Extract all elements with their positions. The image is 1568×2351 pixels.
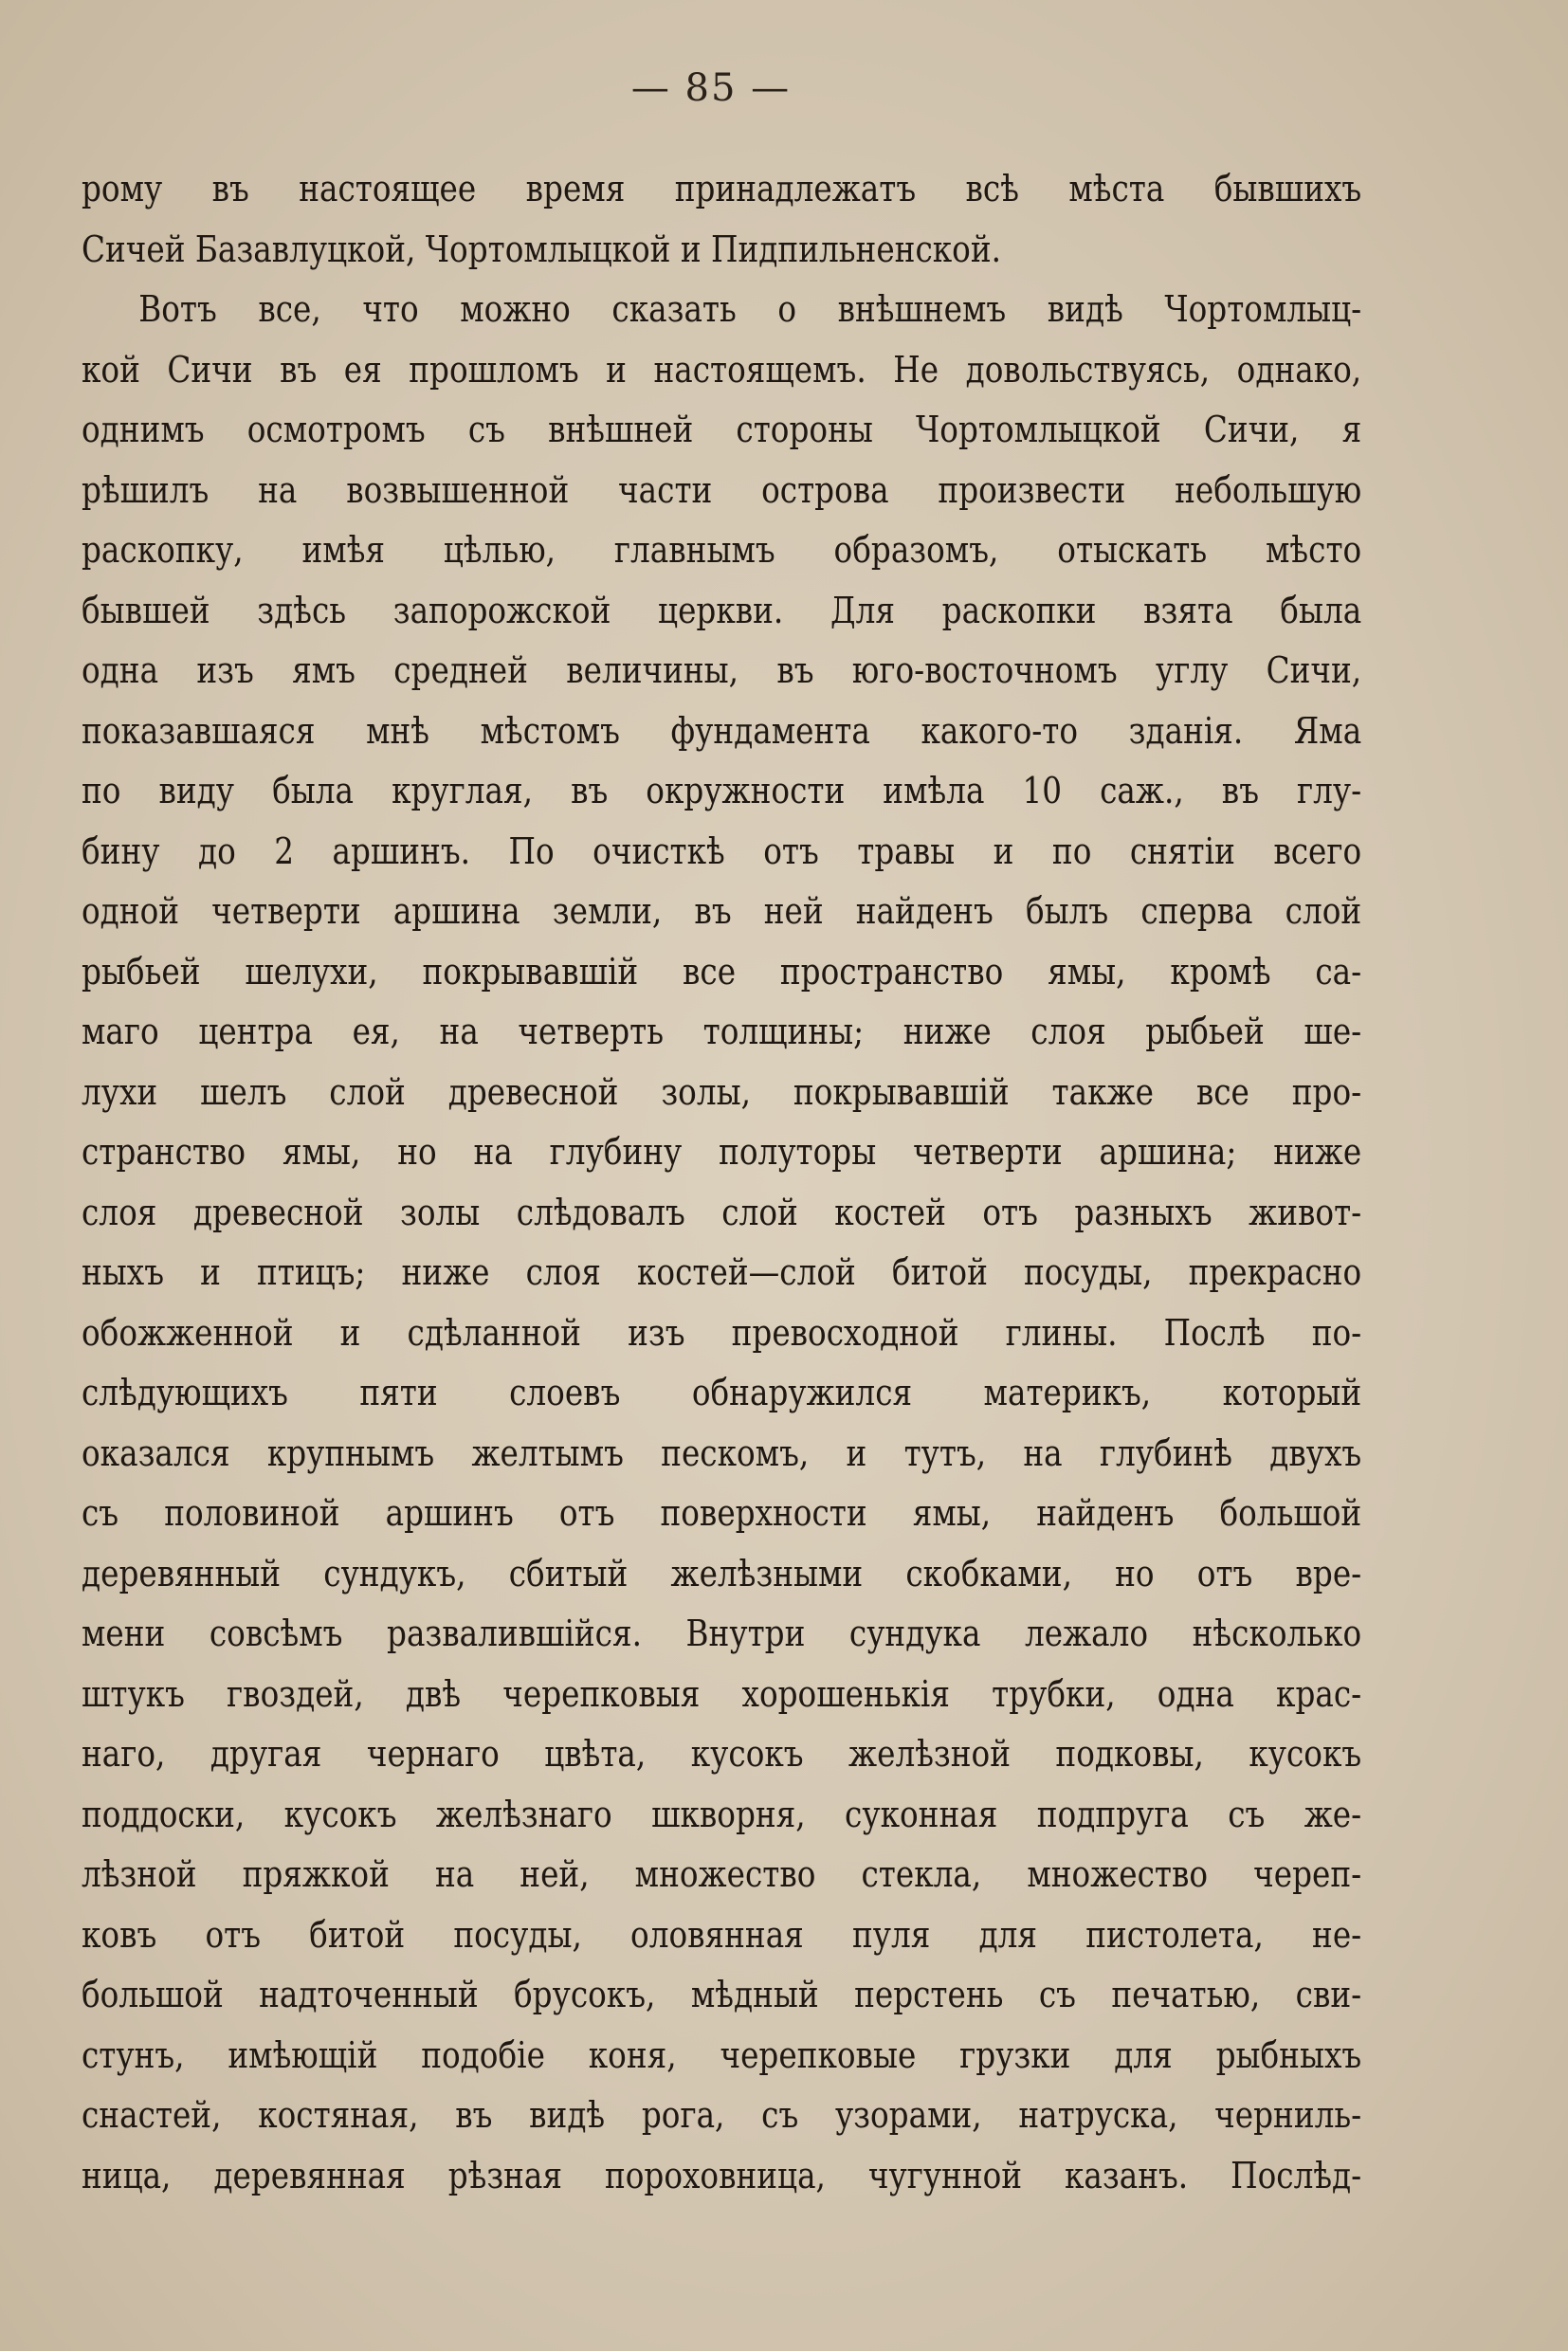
text-line: мени совсѣмъ развалившійся. Внутри сундука лежало нѣсколько — [82, 1613, 1362, 1654]
body-text — [82, 159, 1361, 2206]
text-line: бывшей здѣсь запорожской церкви. Для раскопки взята была — [82, 589, 1362, 631]
text-line: рѣшилъ на возвышенной части острова произвести небольшую — [82, 468, 1362, 511]
text-line: обожженной и сдѣланной изъ превосходной глины. Послѣ по- — [82, 1311, 1362, 1354]
text-line: лѣзной пряжкой на ней, множество стекла, множество череп- — [82, 1853, 1362, 1895]
text-line: показавшаяся мнѣ мѣстомъ фундамента какого-то зданія. Яма — [82, 709, 1362, 752]
text-line: Вотъ все, что можно сказать о внѣшнемъ видѣ Чортомлыц- — [138, 288, 1362, 330]
text-line: ковъ отъ битой посуды, оловянная пуля для пистолета, не- — [82, 1913, 1362, 1956]
page-number: — 85 — — [630, 66, 792, 110]
text-line: штукъ гвоздей, двѣ черепковыя хорошенькія трубки, одна крас- — [82, 1672, 1362, 1715]
text-line: поддоски, кусокъ желѣзнаго шкворня, суконная подпруга съ же- — [82, 1793, 1362, 1835]
text-line: ница, деревянная рѣзная пороховница, чугунной казанъ. Послѣд- — [82, 2154, 1362, 2196]
text-line: странство ямы, но на глубину полуторы четверти аршина; ниже — [82, 1131, 1362, 1173]
text-line: рыбьей шелухи, покрывавшій все пространство ямы, кромѣ са- — [82, 950, 1362, 993]
text-line: слѣдующихъ пяти слоевъ обнаружился материкъ, который — [82, 1372, 1362, 1413]
text-line: большой надточенный брусокъ, мѣдный перстень съ печатью, сви- — [82, 1974, 1362, 2015]
text-line: рому въ настоящее время принадлежатъ всѣ мѣста бывшихъ — [82, 168, 1362, 210]
text-line: стунъ, имѣющій подобіе коня, черепковые грузки для рыбныхъ — [82, 2033, 1362, 2076]
text-line: раскопку, имѣя цѣлью, главнымъ образомъ, отыскать мѣсто — [82, 529, 1362, 571]
text-line: Сичей Базавлуцкой, Чортомлыцкой и Пидпильненской. — [82, 228, 1002, 270]
text-line: снастей, костяная, въ видѣ рога, съ узорами, натруска, черниль- — [82, 2094, 1362, 2136]
text-line: деревянный сундукъ, сбитый желѣзными скобками, но отъ вре- — [82, 1552, 1362, 1595]
text-line: по виду была круглая, въ окружности имѣла 10 саж., въ глу- — [82, 770, 1362, 811]
text-line: съ половиной аршинъ отъ поверхности ямы, найденъ большой — [82, 1492, 1362, 1534]
text-line: одна изъ ямъ средней величины, въ юго-восточномъ углу Сичи, — [82, 649, 1362, 691]
text-line: бину до 2 аршинъ. По очисткѣ отъ травы и по снятіи всего — [82, 829, 1362, 872]
text-line: оказался крупнымъ желтымъ пескомъ, и тутъ, на глубинѣ двухъ — [82, 1431, 1362, 1474]
text-line: наго, другая чернаго цвѣта, кусокъ желѣзной подковы, кусокъ — [82, 1733, 1362, 1775]
text-line: кой Сичи въ ея прошломъ и настоящемъ. Не довольствуясь, однако, — [82, 348, 1362, 391]
text-line: однимъ осмотромъ съ внѣшней стороны Чортомлыцкой Сичи, я — [82, 409, 1362, 450]
text-line: маго центра ея, на четверть толщины; ниже слоя рыбьей ше- — [82, 1011, 1362, 1052]
text-line: лухи шелъ слой древесной золы, покрывавшій также все про- — [82, 1070, 1362, 1113]
text-line: ныхъ и птицъ; ниже слоя костей—слой битой посуды, прекрасно — [82, 1251, 1362, 1293]
text-line: одной четверти аршина земли, въ ней найденъ былъ сперва слой — [82, 890, 1362, 932]
text-line: слоя древесной золы слѣдовалъ слой костей отъ разныхъ живот- — [82, 1191, 1362, 1233]
